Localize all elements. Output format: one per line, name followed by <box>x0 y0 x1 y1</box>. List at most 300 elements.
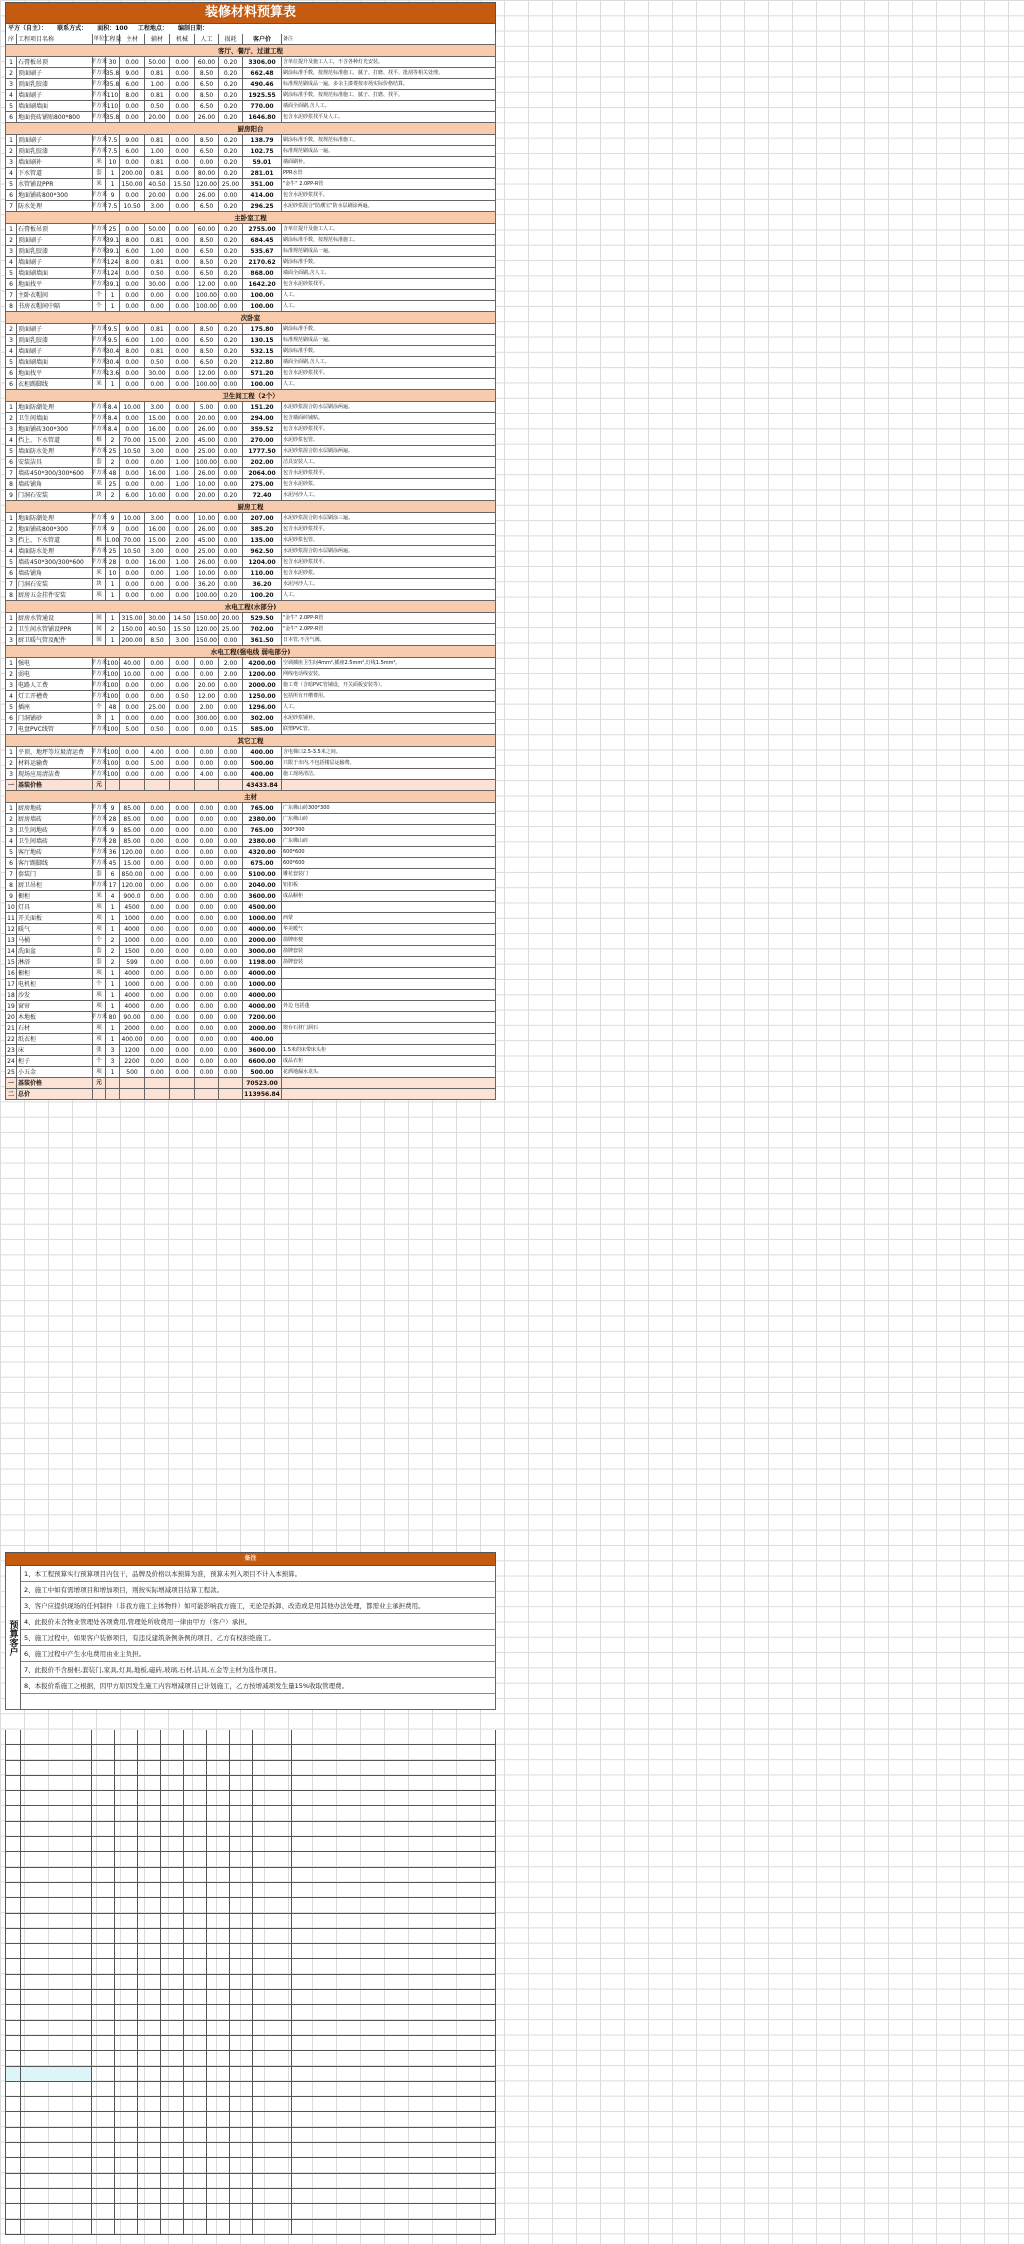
cell-labor: 10.00 <box>195 568 219 578</box>
cell-remark: 箭牌套装 <box>282 946 496 956</box>
cell-price: 3600.00 <box>243 891 282 901</box>
cell-item: 石材 <box>17 1023 93 1033</box>
cell-machine: 0.00 <box>170 1067 195 1077</box>
cell-index: 7 <box>6 201 17 211</box>
cell-index: 4 <box>6 257 17 267</box>
cell-unit: 平方米 <box>93 1012 106 1022</box>
cell-main: 0.00 <box>120 691 145 701</box>
cell-qty: 10 <box>106 568 120 578</box>
cell-qty: 28 <box>106 557 120 567</box>
empty-grid <box>5 1730 496 2235</box>
cell-labor: 8.50 <box>195 68 219 78</box>
cell-loss: 0.00 <box>219 402 243 412</box>
cell-machine: 0.00 <box>170 168 195 178</box>
cell-item: 地面铺砖800*300 <box>17 524 93 534</box>
cell-main: 8.00 <box>120 90 145 100</box>
cell-aux: 5.00 <box>145 758 170 768</box>
cell-index: 6 <box>6 713 17 723</box>
cell-labor: 0.00 <box>195 869 219 879</box>
cell-labor: 60.00 <box>195 224 219 234</box>
cell-loss <box>219 1089 243 1099</box>
cell-machine: 0.00 <box>170 836 195 846</box>
header-cell-index: 序 <box>6 34 17 44</box>
cell-labor: 300.00 <box>196 714 217 722</box>
section-title: 水电工程(水部分) <box>5 601 496 613</box>
cell-labor: 8.50 <box>195 90 219 100</box>
cell-qty: 1 <box>106 379 120 389</box>
cell-aux: 30.00 <box>145 279 170 289</box>
cell-unit: 项 <box>93 1034 106 1044</box>
cell-price: 662.48 <box>243 68 282 78</box>
table-row <box>5 758 496 769</box>
cell-price: 36.20 <box>243 579 282 589</box>
cell-remark: 包含水泥砂浆。 <box>282 568 496 578</box>
cell-main: 0.00 <box>120 368 145 378</box>
cell-labor: 26.00 <box>195 190 219 200</box>
cell-machine: 0.00 <box>170 135 195 145</box>
cell-labor: 6.50 <box>195 101 219 111</box>
info-landlord: 面积：100 <box>97 25 128 32</box>
cell-price: 770.00 <box>243 101 282 111</box>
cell-loss: 0.00 <box>219 424 243 434</box>
cell-main: 200.00 <box>120 635 145 645</box>
cell-index: 24 <box>6 1056 17 1066</box>
empty-row <box>5 2158 496 2173</box>
cell-main: 2000 <box>120 1023 145 1033</box>
cell-loss: 0.00 <box>219 713 243 723</box>
cell-qty: 100 <box>106 759 119 767</box>
cell-aux: 0.00 <box>145 669 170 679</box>
cell-item: 灯具 <box>17 902 93 912</box>
cell-qty: 8.4 <box>106 402 120 412</box>
cell-index: 3 <box>6 246 17 256</box>
cell-machine: 2.00 <box>170 435 195 445</box>
cell-aux: 0.50 <box>145 101 170 111</box>
cell-aux: 3.00 <box>145 446 170 456</box>
cell-loss: 0.00 <box>219 557 243 567</box>
cell-price: 359.52 <box>243 424 282 434</box>
cell-machine: 3.00 <box>170 635 195 645</box>
cell-loss: 0.00 <box>219 513 243 523</box>
cell-labor: 0.00 <box>195 758 219 768</box>
cell-remark: 广东佛山砖 <box>282 836 496 846</box>
cell-qty: 2 <box>106 957 120 967</box>
cell-price: 1296.00 <box>243 702 282 712</box>
table-row <box>5 201 496 212</box>
cell-machine: 0.00 <box>170 990 195 1000</box>
cell-unit: 根 <box>93 435 106 445</box>
cell-index: 20 <box>6 1012 17 1022</box>
cell-qty: 25 <box>106 224 120 234</box>
cell-remark: 包含水泥砂浆找平及人工。 <box>282 112 496 122</box>
cell-main: 40.00 <box>120 658 145 668</box>
cell-item: 墙砖450*300/300*600 <box>17 468 93 478</box>
cell-loss: 0.20 <box>219 135 243 145</box>
cell-unit: 平方米 <box>93 424 106 434</box>
cell-price: 684.45 <box>243 235 282 245</box>
cell-qty: 100 <box>106 692 119 700</box>
cell-remark: 网线电话线安装。 <box>282 669 496 679</box>
cell-main: 4000 <box>120 990 145 1000</box>
cell-labor: 0.00 <box>195 1034 219 1044</box>
total-row <box>5 1089 496 1100</box>
cell-index: 5 <box>6 557 17 567</box>
cell-main <box>120 1089 145 1099</box>
cell-main: 0.00 <box>120 457 145 467</box>
cell-main: 85.00 <box>120 825 145 835</box>
cell-remark: 刷涂标准手数，按规范标准施工，腻子、打磨、找平、批刮等相关处理。 <box>282 68 496 78</box>
cell-labor: 0.00 <box>195 847 219 857</box>
cell-loss: 0.00 <box>219 990 243 1000</box>
cell-remark <box>282 979 496 989</box>
cell-qty: 1 <box>106 990 120 1000</box>
cell-loss: 0.00 <box>219 1034 243 1044</box>
section-title: 其它工程 <box>5 735 496 747</box>
cell-remark: 包括所有开槽费用。 <box>282 691 496 701</box>
cell-aux: 0.81 <box>145 157 170 167</box>
cell-index: 二 <box>6 1089 17 1099</box>
cell-item: 石膏板吊顶 <box>17 57 93 67</box>
cell-loss: 0.00 <box>219 902 243 912</box>
cell-labor: 0.00 <box>195 1001 219 1011</box>
cell-price: 4000.00 <box>243 924 282 934</box>
cell-main: 0.00 <box>120 301 145 311</box>
table-row <box>5 590 496 601</box>
cell-item: 卫生间墙面 <box>17 413 93 423</box>
cell-main: 0.00 <box>120 424 145 434</box>
cell-index: 22 <box>6 1034 17 1044</box>
cell-item: 顶面乳胶漆 <box>17 79 93 89</box>
cell-labor: 45.00 <box>195 435 219 445</box>
table-row <box>5 836 496 847</box>
cell-main: 10.50 <box>120 546 145 556</box>
empty-row <box>5 1730 496 1745</box>
cell-item: 木地板 <box>17 1012 93 1022</box>
cell-main: 70.00 <box>120 535 145 545</box>
cell-aux: 16.00 <box>145 524 170 534</box>
cell-main: 85.00 <box>120 803 145 813</box>
cell-main: 10.50 <box>120 446 145 456</box>
cell-aux: 15.00 <box>145 535 170 545</box>
cell-unit: 项 <box>93 913 106 923</box>
header-cell-aux: 辅材 <box>145 34 170 44</box>
cell-remark: 洁具安装人工。 <box>282 457 496 467</box>
cell-main: 10.50 <box>120 201 145 211</box>
cell-qty: 10 <box>106 157 120 167</box>
cell-machine: 0.00 <box>170 724 195 734</box>
cell-remark: 包含墙面砖铺贴。 <box>282 413 496 423</box>
info-duration: 工程地点： <box>137 25 168 32</box>
cell-unit: 元 <box>93 1078 106 1088</box>
cell-index: 13 <box>6 935 17 945</box>
cell-main: 0.00 <box>120 379 145 389</box>
cell-unit: 平方米 <box>93 357 106 367</box>
cell-main: 850.00 <box>120 869 145 879</box>
cell-price: 532.15 <box>243 346 282 356</box>
note-line: 4、此报价未含物业管理处各项费用,管理处所收费用一律由甲方（客户）承担。 <box>21 1614 496 1630</box>
cell-qty: 48 <box>106 702 120 712</box>
table-row <box>5 635 496 646</box>
cell-price: 59.01 <box>243 157 282 167</box>
cell-index: 3 <box>6 635 17 645</box>
cell-machine: 15.50 <box>170 624 195 634</box>
cell-unit: 平方米 <box>93 90 106 100</box>
cell-main: 400.00 <box>120 1034 145 1044</box>
cell-labor: 20.00 <box>195 680 219 690</box>
table-row <box>5 402 496 413</box>
cell-labor: 10.00 <box>195 513 219 523</box>
cell-labor: 100.00 <box>196 591 217 599</box>
cell-qty: 1.00 <box>105 536 120 544</box>
cell-remark: 雕花套装门 <box>282 869 496 879</box>
cell-item: 卫生间水管铺设PPR <box>17 624 93 634</box>
table-row <box>5 479 496 490</box>
cell-aux: 15.00 <box>145 435 170 445</box>
cell-qty: 2 <box>106 935 120 945</box>
cell-qty: 30 <box>106 57 120 67</box>
cell-loss: 0.00 <box>219 457 243 467</box>
table-row <box>5 468 496 479</box>
section-title: 水电工程(强电线 弱电部分) <box>5 646 496 658</box>
cell-machine: 15.50 <box>170 179 195 189</box>
cell-unit: 块 <box>93 579 106 589</box>
table-row <box>5 568 496 579</box>
cell-loss: 0.00 <box>219 691 243 701</box>
cell-loss: 0.00 <box>219 825 243 835</box>
cell-item: 马桶 <box>17 935 93 945</box>
cell-labor: 6.50 <box>195 146 219 156</box>
cell-unit: 平方米 <box>93 446 106 456</box>
cell-unit: 平方米 <box>93 847 106 857</box>
cell-labor: 0.00 <box>195 669 219 679</box>
cell-aux: 0.00 <box>145 924 170 934</box>
cell-remark: 标准规范刷成品一遍。 <box>282 335 496 345</box>
cell-unit: 条 <box>93 713 106 723</box>
cell-index: 5 <box>6 179 17 189</box>
cell-item: 暖气 <box>17 924 93 934</box>
info-owner: 联系方式： <box>57 25 88 32</box>
cell-loss: 0.00 <box>219 379 243 389</box>
cell-remark <box>282 1034 496 1044</box>
cell-main: 1500 <box>120 946 145 956</box>
cell-price: 296.25 <box>243 201 282 211</box>
cell-aux: 1.00 <box>145 246 170 256</box>
cell-qty: 1 <box>106 168 120 178</box>
cell-price: 2040.00 <box>243 880 282 890</box>
cell-loss: 0.20 <box>219 168 243 178</box>
table-row <box>5 680 496 691</box>
cell-loss: 0.00 <box>219 803 243 813</box>
empty-row <box>5 1837 496 1852</box>
cell-aux <box>145 780 170 790</box>
cell-loss: 0.00 <box>219 935 243 945</box>
cell-machine: 0.00 <box>170 803 195 813</box>
cell-unit: 平方米 <box>93 758 106 768</box>
cell-machine: 0.00 <box>170 968 195 978</box>
cell-machine: 1.00 <box>170 568 195 578</box>
cell-labor: 0.00 <box>195 957 219 967</box>
cell-item: 门洞石安装 <box>17 490 93 500</box>
cell-unit: 平方米 <box>93 814 106 824</box>
cell-unit: 平方米 <box>93 880 106 890</box>
empty-row <box>5 2204 496 2219</box>
cell-index: 1 <box>6 402 17 412</box>
cell-index: 7 <box>6 290 17 300</box>
cell-remark: 施工现场清洁。 <box>282 769 496 779</box>
cell-price: 43433.84 <box>243 780 282 790</box>
cell-remark: 铝扣板 <box>282 880 496 890</box>
cell-item: 墙面防水处理 <box>17 546 93 556</box>
cell-index: 2 <box>6 324 17 334</box>
cell-machine: 0.00 <box>170 1012 195 1022</box>
cell-labor: 0.00 <box>195 891 219 901</box>
cell-index: 5 <box>6 446 17 456</box>
cell-qty: 25 <box>106 446 120 456</box>
cell-aux: 8.50 <box>145 635 170 645</box>
table-row <box>5 424 496 435</box>
empty-row <box>5 2189 496 2204</box>
cell-loss: 0.00 <box>219 301 243 311</box>
cell-loss: 0.00 <box>219 924 243 934</box>
cell-main: 4500 <box>120 902 145 912</box>
cell-item: 客厅地砖 <box>17 847 93 857</box>
cell-qty: 1 <box>106 1001 120 1011</box>
table-row <box>5 1034 496 1045</box>
cell-price: 1200.00 <box>243 669 282 679</box>
cell-labor: 0.00 <box>195 825 219 835</box>
cell-price: 1198.00 <box>243 957 282 967</box>
cell-labor: 0.00 <box>195 1067 219 1077</box>
cell-machine: 0.00 <box>170 546 195 556</box>
cell-item: 防水处理 <box>17 201 93 211</box>
cell-qty: 1 <box>106 635 120 645</box>
cell-qty: 2 <box>106 624 120 634</box>
cell-main: 0.00 <box>120 524 145 534</box>
cell-unit: 平方米 <box>93 68 106 78</box>
cell-loss: 25.00 <box>219 624 243 634</box>
cell-price: 1642.20 <box>243 279 282 289</box>
cell-item: 水管铺设PPR <box>17 179 93 189</box>
empty-row <box>5 1898 496 1913</box>
cell-qty: 1 <box>106 579 120 589</box>
cell-main: 0.00 <box>120 568 145 578</box>
cell-aux: 4.00 <box>145 747 170 757</box>
cell-remark: 西蒙 <box>282 913 496 923</box>
cell-loss: 0.20 <box>219 235 243 245</box>
cell-qty: 9.5 <box>106 324 120 334</box>
cell-qty: 13.6 <box>105 369 120 377</box>
cell-remark: 只限于市内,不包括楼层运输费。 <box>282 758 496 768</box>
cell-remark: 人工。 <box>282 290 496 300</box>
cell-item: 电机柜 <box>17 979 93 989</box>
cell-price: 72.40 <box>243 490 282 500</box>
cell-aux: 15.00 <box>145 413 170 423</box>
cell-item: 地面防潮处理 <box>17 402 93 412</box>
cell-aux: 40.50 <box>145 179 170 189</box>
cell-index: 4 <box>6 546 17 556</box>
cell-machine <box>170 1089 195 1099</box>
cell-unit: 平方米 <box>93 101 106 111</box>
cell-aux: 0.00 <box>145 1067 170 1077</box>
note-line: 5、施工过程中，如果客户装修项目，有违反建筑条例条例的项目，乙方有权拒绝施工。 <box>21 1630 496 1646</box>
cell-loss: 0.20 <box>219 112 243 122</box>
cell-labor: 150.00 <box>196 636 217 644</box>
cell-main: 2200 <box>120 1056 145 1066</box>
cell-loss: 0.20 <box>219 335 243 345</box>
cell-unit: 项 <box>93 924 106 934</box>
cell-unit: 平方米 <box>93 257 106 267</box>
empty-row <box>5 1776 496 1791</box>
cell-index: 5 <box>6 101 17 111</box>
cell-labor: 26.00 <box>195 112 219 122</box>
cell-remark: 华美暖气 <box>282 924 496 934</box>
cell-qty: 6 <box>106 869 120 879</box>
cell-index: 2 <box>6 758 17 768</box>
cell-machine: 0.00 <box>170 301 195 311</box>
cell-machine: 0.00 <box>170 579 195 589</box>
cell-qty: 100 <box>106 770 119 778</box>
cell-index: 2 <box>6 624 17 634</box>
cell-labor: 0.00 <box>195 858 219 868</box>
cell-loss: 0.00 <box>219 479 243 489</box>
table-row <box>5 324 496 335</box>
cell-machine: 0.00 <box>170 257 195 267</box>
cell-remark: 水泥砂浆混合防水层刷涂两遍。 <box>282 446 496 456</box>
cell-item: 顶面刷子 <box>17 68 93 78</box>
cell-labor: 8.50 <box>195 235 219 245</box>
cell-index: 6 <box>6 858 17 868</box>
cell-index: 8 <box>6 301 17 311</box>
cell-index: 2 <box>6 814 17 824</box>
cell-labor: 12.00 <box>195 279 219 289</box>
cell-machine: 0.00 <box>170 524 195 534</box>
cell-aux: 0.00 <box>145 1034 170 1044</box>
cell-loss: 0.20 <box>219 101 243 111</box>
section-title: 主卧室工程 <box>5 212 496 224</box>
cell-price: 110.00 <box>243 568 282 578</box>
cell-labor: 0.00 <box>195 979 219 989</box>
cell-loss: 0.00 <box>219 568 243 578</box>
cell-price: 385.20 <box>243 524 282 534</box>
cell-aux: 16.00 <box>145 424 170 434</box>
cell-labor: 0.00 <box>195 913 219 923</box>
table-row <box>5 546 496 557</box>
cell-machine: 1.00 <box>170 457 195 467</box>
cell-loss: 0.20 <box>219 79 243 89</box>
cell-price: 1250.00 <box>243 691 282 701</box>
header-cell-unit: 单位 <box>93 34 106 44</box>
cell-unit: 项 <box>93 968 106 978</box>
cell-unit: 项 <box>93 1067 106 1077</box>
cell-loss: 20.00 <box>219 613 243 623</box>
cell-price: 2000.00 <box>243 1023 282 1033</box>
cell-unit: 项 <box>93 990 106 1000</box>
cell-price: 3306.00 <box>243 57 282 67</box>
cell-qty: 4 <box>106 891 120 901</box>
cell-item: 柜子 <box>17 1056 93 1066</box>
cell-aux: 50.00 <box>145 57 170 67</box>
cell-loss: 0.00 <box>219 190 243 200</box>
cell-remark <box>282 1089 496 1099</box>
cell-index: 1 <box>6 135 17 145</box>
cell-machine <box>170 1078 195 1088</box>
empty-row <box>5 2097 496 2112</box>
cell-price: 294.00 <box>243 413 282 423</box>
cell-machine: 14.50 <box>170 613 195 623</box>
cell-index: 14 <box>6 946 17 956</box>
table-row <box>5 135 496 146</box>
cell-loss: 0.00 <box>219 279 243 289</box>
